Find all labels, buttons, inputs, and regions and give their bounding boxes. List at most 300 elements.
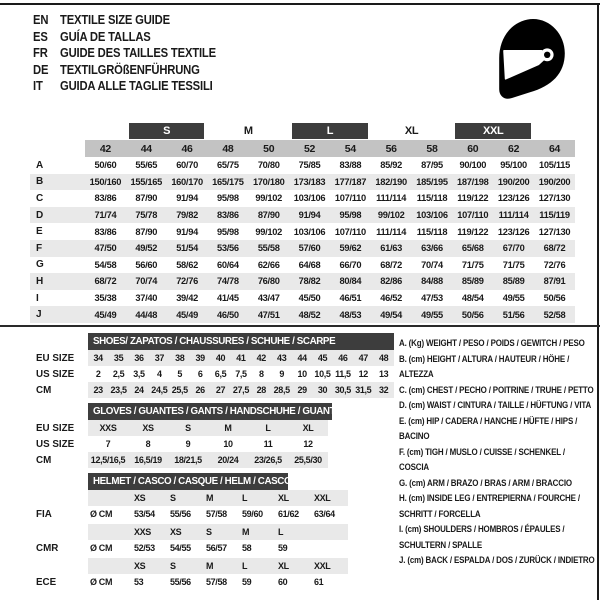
measurement-row bbox=[30, 273, 575, 290]
measurement-value-cell: 87/90 bbox=[135, 226, 158, 237]
measurement-value-cell: 111/114 bbox=[376, 226, 407, 237]
size-value-cell: 10 bbox=[223, 439, 233, 449]
size-row-label: CM bbox=[36, 384, 52, 396]
measurement-value-cell: 54/58 bbox=[94, 259, 117, 270]
helmet-value-cell: 55/56 bbox=[170, 509, 191, 519]
helmet-size-cell: XL bbox=[276, 490, 312, 506]
measurement-value-cell: 115/119 bbox=[534, 207, 575, 224]
numeric-size-cell: 44 bbox=[126, 140, 167, 157]
measurement-value-cell: 87/90 bbox=[135, 193, 158, 204]
helmet-size-cell: M bbox=[204, 490, 240, 506]
numeric-size-cell: 46 bbox=[167, 140, 208, 157]
size-value-cell: 13 bbox=[379, 369, 389, 379]
measurement-value-cell: 62/66 bbox=[257, 259, 280, 270]
language-code: FR bbox=[33, 46, 48, 60]
measurement-row-label: G bbox=[36, 259, 44, 271]
clothing-size-table-wrap bbox=[30, 122, 575, 323]
measurement-row-label: J bbox=[30, 306, 85, 323]
frame-right-border bbox=[597, 3, 599, 600]
measurement-value-cell: 127/130 bbox=[538, 226, 571, 237]
helmet-size-label-row bbox=[30, 558, 348, 574]
helmet-size-cell: S bbox=[168, 558, 204, 574]
measurement-value-cell: 190/200 bbox=[493, 174, 534, 191]
size-value-cell: 7,5 bbox=[235, 369, 247, 379]
legend-item: H. (cm) INSIDE LEG / ENTREPIERNA / FOURCHE / SCHRITT / FORCELLA bbox=[399, 493, 580, 520]
measurement-value-cell: 68/72 bbox=[85, 273, 126, 290]
size-value-cell: 8 bbox=[145, 439, 151, 449]
measurement-value-cell: 150/160 bbox=[85, 174, 126, 191]
helmet-value-row bbox=[30, 574, 348, 590]
measurement-row bbox=[30, 174, 575, 191]
helmet-size-cell: S bbox=[168, 490, 204, 506]
size-value-cell: 25,5/30 bbox=[288, 452, 328, 468]
measurement-row-label: B bbox=[30, 174, 85, 191]
measurement-value-cell: 56/60 bbox=[135, 259, 158, 270]
numeric-size-cell: 42 bbox=[85, 140, 126, 157]
measurement-value-cell: 46/50 bbox=[207, 306, 248, 323]
measurement-value-cell: 99/102 bbox=[255, 226, 283, 237]
numeric-size-cell: 62 bbox=[493, 140, 534, 157]
size-row bbox=[30, 436, 328, 452]
size-group-label: XL bbox=[404, 125, 419, 137]
helmet-size-cell bbox=[312, 524, 348, 540]
helmet-icon bbox=[492, 12, 572, 108]
size-row-label: US SIZE bbox=[36, 368, 75, 380]
measurement-value-cell: 87/95 bbox=[421, 160, 443, 171]
measurement-value-cell: 52/58 bbox=[534, 306, 575, 323]
measurement-row bbox=[30, 223, 575, 240]
measurement-value-cell: 91/94 bbox=[176, 226, 198, 237]
size-value-cell: 28 bbox=[251, 382, 271, 398]
helmet-size-cell: L bbox=[276, 524, 312, 540]
measurement-value-cell: 87/90 bbox=[248, 207, 289, 224]
numeric-size-row bbox=[30, 140, 575, 157]
size-value-cell: 32 bbox=[373, 382, 393, 398]
size-value-cell: 43 bbox=[272, 350, 292, 366]
measurement-row bbox=[30, 240, 575, 257]
measurement-value-cell: 99/102 bbox=[371, 207, 412, 224]
helmet-value-cell: 61 bbox=[314, 577, 324, 587]
measurement-value-cell: 115/118 bbox=[416, 226, 448, 237]
size-value-cell: 42 bbox=[251, 350, 271, 366]
size-row bbox=[30, 350, 394, 366]
language-row bbox=[33, 29, 285, 46]
helmet-value-cell: 57/58 bbox=[206, 509, 227, 519]
measurement-value-cell: 57/60 bbox=[289, 240, 330, 257]
measurement-value-cell: 95/98 bbox=[217, 226, 239, 237]
helmet-value-cell: 57/58 bbox=[206, 577, 227, 587]
size-value-cell: 10 bbox=[297, 369, 307, 379]
size-value-cell: 46 bbox=[333, 350, 353, 366]
helmet-size-cell: XS bbox=[132, 490, 168, 506]
measurement-value-cell: 123/126 bbox=[497, 193, 530, 204]
helmet-value-cell: 60 bbox=[278, 577, 288, 587]
language-row bbox=[33, 12, 285, 29]
helmet-size-section bbox=[30, 473, 348, 590]
size-value-cell: 27,5 bbox=[231, 382, 251, 398]
measurement-value-cell: 45/50 bbox=[298, 293, 321, 304]
measurement-value-cell: 48/52 bbox=[289, 306, 330, 323]
helmet-standard-label: FIA bbox=[36, 508, 52, 520]
measurement-value-cell: 68/72 bbox=[534, 240, 575, 257]
helmet-size-cell: XXL bbox=[312, 490, 348, 506]
size-value-cell: 36 bbox=[129, 350, 149, 366]
measurement-value-cell: 107/110 bbox=[452, 207, 493, 224]
measurement-value-cell: 103/106 bbox=[293, 193, 326, 204]
legend-item: F. (cm) TIGH / MUSLO / CUISSE / SCHENKEL / COSCIA bbox=[399, 446, 565, 473]
size-row-label: CM bbox=[36, 454, 52, 466]
measurement-value-cell: 60/70 bbox=[176, 160, 198, 171]
size-value-cell: 41 bbox=[231, 350, 251, 366]
size-group-label: M bbox=[243, 125, 253, 137]
size-value-cell: 7 bbox=[105, 439, 111, 449]
measurement-row bbox=[30, 157, 575, 174]
measurement-legend bbox=[399, 336, 597, 569]
helmet-value-cell: 59/60 bbox=[242, 509, 263, 519]
language-row bbox=[33, 62, 285, 79]
helmet-unit-spacer bbox=[88, 490, 132, 506]
measurement-value-cell: 50/60 bbox=[94, 160, 117, 171]
size-value-cell: 2 bbox=[95, 369, 101, 379]
shoes-size-table bbox=[30, 350, 394, 398]
measurement-value-cell: 160/170 bbox=[167, 174, 208, 191]
measurement-value-cell: 55/58 bbox=[248, 240, 289, 257]
legend-item: E. (cm) HIP / CADERA / HANCHE / HÜFTE / HIPS / BACINO bbox=[399, 415, 578, 442]
measurement-value-cell: 72/76 bbox=[543, 259, 566, 270]
language-title: TEXTILGRÖßENFÜHRUNG bbox=[60, 62, 200, 77]
size-value-cell: 31,5 bbox=[353, 382, 373, 398]
helmet-value-cell bbox=[312, 540, 348, 556]
measurement-value-cell: 75/85 bbox=[298, 160, 321, 171]
size-value-cell: 28,5 bbox=[272, 382, 292, 398]
measurement-value-cell: 84/88 bbox=[412, 273, 453, 290]
measurement-value-cell: 51/54 bbox=[167, 240, 208, 257]
measurement-value-cell: 49/54 bbox=[371, 306, 412, 323]
size-value-cell: 27 bbox=[210, 382, 230, 398]
measurement-value-cell: 39/42 bbox=[176, 293, 198, 304]
measurement-row-label: D bbox=[30, 207, 85, 224]
size-group-cell bbox=[126, 122, 208, 140]
measurement-value-cell: 37/40 bbox=[135, 293, 158, 304]
helmet-value-row bbox=[30, 540, 348, 556]
size-value-cell: 29 bbox=[292, 382, 312, 398]
size-value-cell: 5 bbox=[177, 369, 183, 379]
measurement-row-label: C bbox=[36, 192, 44, 204]
size-value-cell: 12 bbox=[358, 369, 368, 379]
measurement-value-cell: 74/78 bbox=[207, 273, 248, 290]
measurement-value-cell: 90/100 bbox=[459, 160, 487, 171]
helmet-size-cell: XS bbox=[168, 524, 204, 540]
helmet-value-cell: 59 bbox=[242, 577, 252, 587]
size-value-cell: 34 bbox=[88, 350, 108, 366]
helmet-size-cell: M bbox=[240, 524, 276, 540]
helmet-size-label-row bbox=[30, 524, 348, 540]
helmet-size-cell: S bbox=[204, 524, 240, 540]
size-value-cell: 6 bbox=[197, 369, 203, 379]
size-value-cell: 2,5 bbox=[112, 369, 125, 379]
language-code: ES bbox=[33, 29, 48, 44]
measurement-row bbox=[30, 207, 575, 224]
measurement-value-cell: 47/50 bbox=[85, 240, 126, 257]
size-value-cell: 24 bbox=[129, 382, 149, 398]
measurement-value-cell: 43/47 bbox=[257, 293, 280, 304]
measurement-row-label: F bbox=[30, 240, 85, 257]
size-group-label: XXL bbox=[455, 123, 531, 139]
helmet-value-cell: 63/64 bbox=[314, 509, 335, 519]
measurement-value-cell: 71/75 bbox=[461, 259, 484, 270]
size-group-cell bbox=[534, 122, 575, 140]
measurement-value-cell: 123/126 bbox=[497, 226, 530, 237]
size-row bbox=[30, 382, 394, 398]
measurement-value-cell: 75/78 bbox=[126, 207, 167, 224]
helmet-unit-spacer bbox=[88, 558, 132, 574]
measurement-value-cell: 58/62 bbox=[176, 259, 198, 270]
measurement-value-cell: 85/89 bbox=[493, 273, 534, 290]
measurement-value-cell: 83/86 bbox=[94, 193, 117, 204]
measurement-value-cell: 48/53 bbox=[330, 306, 371, 323]
measurement-value-cell: 71/74 bbox=[85, 207, 126, 224]
size-value-cell: 26 bbox=[190, 382, 210, 398]
size-value-cell: 3,5 bbox=[133, 369, 145, 379]
measurement-value-cell: 177/187 bbox=[330, 174, 371, 191]
measurement-value-cell: 111/114 bbox=[376, 193, 407, 204]
helmet-size-cell: L bbox=[240, 558, 276, 574]
numeric-size-cell: 60 bbox=[452, 140, 493, 157]
size-value-cell: 11 bbox=[263, 439, 273, 449]
measurement-value-cell: 48/54 bbox=[461, 293, 484, 304]
numeric-size-cell: 58 bbox=[412, 140, 453, 157]
size-value-cell: 12,5/16,5 bbox=[88, 452, 128, 468]
size-value-cell: 30 bbox=[312, 382, 332, 398]
measurement-value-cell: 85/89 bbox=[452, 273, 493, 290]
measurement-value-cell: 70/74 bbox=[126, 273, 167, 290]
measurement-value-cell: 72/76 bbox=[167, 273, 208, 290]
helmet-row-spacer bbox=[30, 490, 88, 506]
helmet-value-cell: 52/53 bbox=[134, 543, 155, 553]
size-value-cell: 6,5 bbox=[214, 369, 227, 379]
helmet-value-cell: 61/62 bbox=[278, 509, 299, 519]
size-value-cell: 4 bbox=[157, 369, 162, 379]
measurement-row-label: A bbox=[36, 159, 44, 171]
size-value-cell: L bbox=[248, 420, 288, 436]
measurement-value-cell: 155/165 bbox=[126, 174, 167, 191]
measurement-value-cell: 50/56 bbox=[452, 306, 493, 323]
measurement-value-cell: 47/51 bbox=[248, 306, 289, 323]
helmet-size-cell: M bbox=[204, 558, 240, 574]
legend-item: B. (cm) HEIGHT / ALTURA / HAUTEUR / HÖHE / ALTEZZA bbox=[399, 353, 570, 380]
size-value-cell: 25,5 bbox=[170, 382, 190, 398]
measurement-value-cell: 187/198 bbox=[452, 174, 493, 191]
helmet-size-cell: XS bbox=[132, 558, 168, 574]
measurement-value-cell: 83/86 bbox=[207, 207, 248, 224]
measurement-value-cell: 50/56 bbox=[543, 293, 566, 304]
size-group-cell bbox=[371, 122, 453, 140]
numeric-size-cell: 54 bbox=[330, 140, 371, 157]
measurement-value-cell: 63/66 bbox=[412, 240, 453, 257]
measurement-value-cell: 182/190 bbox=[371, 174, 412, 191]
size-group-row bbox=[30, 122, 575, 140]
measurement-value-cell: 107/110 bbox=[334, 226, 366, 237]
measurement-row bbox=[30, 257, 575, 274]
helmet-value-cell: 53/54 bbox=[134, 509, 155, 519]
measurement-value-cell: 119/122 bbox=[457, 226, 489, 237]
size-value-cell: 23 bbox=[88, 382, 108, 398]
measurement-value-cell: 103/106 bbox=[412, 207, 453, 224]
size-value-cell: 8 bbox=[258, 369, 264, 379]
size-value-cell: 38 bbox=[170, 350, 190, 366]
language-title: GUIDE DES TAILLES TEXTILE bbox=[60, 46, 216, 60]
measurement-value-cell: 82/86 bbox=[371, 273, 412, 290]
size-value-cell: 10,5 bbox=[314, 369, 331, 379]
helmet-unit-label: Ø CM bbox=[90, 543, 113, 553]
helmet-unit-label: Ø CM bbox=[90, 509, 113, 519]
helmet-row-spacer bbox=[30, 558, 88, 574]
language-row bbox=[33, 78, 285, 95]
helmet-value-cell: 59 bbox=[278, 543, 288, 553]
helmet-standard-label: CMR bbox=[36, 542, 59, 554]
measurement-value-cell: 68/72 bbox=[380, 259, 403, 270]
measurement-value-cell: 45/49 bbox=[85, 306, 126, 323]
measurement-value-cell: 95/100 bbox=[500, 160, 527, 171]
measurement-value-cell: 91/94 bbox=[176, 193, 198, 204]
frame-top-border bbox=[0, 3, 600, 5]
size-row-label: EU SIZE bbox=[36, 422, 75, 434]
size-value-cell: 35 bbox=[108, 350, 128, 366]
language-title: TEXTILE SIZE GUIDE bbox=[60, 13, 170, 27]
language-code: IT bbox=[33, 79, 43, 93]
measurement-value-cell: 47/53 bbox=[421, 293, 443, 304]
size-value-cell: 48 bbox=[373, 350, 393, 366]
measurement-value-cell: 46/52 bbox=[380, 293, 403, 304]
measurement-value-cell: 103/106 bbox=[293, 226, 326, 237]
measurement-value-cell: 76/80 bbox=[248, 273, 289, 290]
size-group-cell bbox=[452, 122, 534, 140]
size-value-cell: 39 bbox=[190, 350, 210, 366]
measurement-value-cell: 190/200 bbox=[534, 174, 575, 191]
size-value-cell: 37 bbox=[149, 350, 169, 366]
measurement-value-cell: 61/63 bbox=[371, 240, 412, 257]
helmet-value-cell: 53 bbox=[134, 577, 144, 587]
size-row bbox=[30, 420, 328, 436]
size-value-cell: XS bbox=[128, 420, 168, 436]
measurement-value-cell: 85/92 bbox=[380, 160, 403, 171]
numeric-size-cell: 52 bbox=[289, 140, 330, 157]
measurement-row bbox=[30, 190, 575, 207]
corner-cell bbox=[30, 122, 85, 140]
measurement-value-cell: 95/98 bbox=[217, 193, 239, 204]
measurement-value-cell: 170/180 bbox=[248, 174, 289, 191]
measurement-value-cell: 55/65 bbox=[135, 160, 158, 171]
measurement-value-cell: 67/70 bbox=[493, 240, 534, 257]
measurement-value-cell: 78/82 bbox=[289, 273, 330, 290]
size-group-cell bbox=[207, 122, 289, 140]
measurement-value-cell: 44/48 bbox=[126, 306, 167, 323]
legend-item: D. (cm) WAIST / CINTURA / TAILLE / HÜFTUNG / VITA bbox=[399, 400, 592, 411]
legend-item: I. (cm) SHOULDERS / HOMBROS / ÉPAULES / SCHULTERN / SPALLE bbox=[399, 524, 565, 551]
gloves-size-section bbox=[30, 403, 338, 468]
size-value-cell: 44 bbox=[292, 350, 312, 366]
helmet-value-cell: 54/55 bbox=[170, 543, 191, 553]
size-group-cell bbox=[289, 122, 371, 140]
size-value-cell: M bbox=[208, 420, 248, 436]
size-value-cell: S bbox=[168, 420, 208, 436]
size-value-cell: 9 bbox=[185, 439, 191, 449]
size-value-cell: 47 bbox=[353, 350, 373, 366]
measurement-value-cell: 70/80 bbox=[257, 160, 280, 171]
measurement-value-cell: 66/70 bbox=[339, 259, 362, 270]
measurement-value-cell: 173/183 bbox=[289, 174, 330, 191]
helmet-size-cell: XXS bbox=[132, 524, 168, 540]
size-value-cell: XXS bbox=[88, 420, 128, 436]
helmet-row-spacer bbox=[30, 524, 88, 540]
measurement-value-cell: 107/110 bbox=[334, 193, 366, 204]
helmet-size-cell: L bbox=[240, 490, 276, 506]
clothing-size-table bbox=[30, 122, 575, 323]
helmet-table-title: HELMET / CASCO / CASQUE / HELM / CASCO bbox=[88, 473, 288, 490]
size-value-cell: 16,5/19 bbox=[128, 452, 168, 468]
measurement-row bbox=[30, 290, 575, 307]
size-group-cell bbox=[85, 122, 126, 140]
size-value-cell: 23,5 bbox=[108, 382, 128, 398]
helmet-unit-label: Ø CM bbox=[90, 577, 113, 587]
size-value-cell: 11,5 bbox=[335, 369, 351, 379]
language-title-list bbox=[33, 12, 285, 95]
measurement-value-cell: 119/122 bbox=[457, 193, 489, 204]
measurement-value-cell: 127/130 bbox=[538, 193, 571, 204]
measurement-value-cell: 79/82 bbox=[167, 207, 208, 224]
measurement-value-cell: 35/38 bbox=[94, 293, 117, 304]
measurement-value-cell: 115/118 bbox=[416, 193, 448, 204]
measurement-value-cell: 41/45 bbox=[217, 293, 239, 304]
helmet-unit-spacer bbox=[88, 524, 132, 540]
measurement-value-cell: 46/51 bbox=[339, 293, 362, 304]
helmet-value-cell: 56/57 bbox=[206, 543, 227, 553]
measurement-value-cell: 185/195 bbox=[412, 174, 453, 191]
measurement-value-cell: 59/62 bbox=[330, 240, 371, 257]
helmet-value-cell: 58 bbox=[242, 543, 252, 553]
measurement-value-cell: 70/74 bbox=[421, 259, 443, 270]
helmet-size-cell: XXL bbox=[312, 558, 348, 574]
numeric-size-cell: 64 bbox=[534, 140, 575, 157]
size-group-label: L bbox=[292, 123, 368, 139]
language-title: GUIDA ALLE TAGLIE TESSILI bbox=[60, 79, 213, 93]
legend-item: A. (Kg) WEIGHT / PESO / POIDS / GEWITCH / PESO bbox=[399, 338, 585, 349]
measurement-row-label: E bbox=[36, 226, 43, 238]
section-divider bbox=[0, 325, 600, 327]
language-code: DE bbox=[33, 62, 49, 77]
measurement-value-cell: 83/88 bbox=[339, 160, 362, 171]
size-value-cell: 45 bbox=[312, 350, 332, 366]
measurement-value-cell: 71/75 bbox=[502, 259, 525, 270]
size-value-cell: 12 bbox=[303, 439, 313, 449]
numeric-size-cell: 48 bbox=[207, 140, 248, 157]
measurement-value-cell: 99/102 bbox=[255, 193, 283, 204]
size-value-cell: 9 bbox=[279, 369, 285, 379]
size-group-label: S bbox=[129, 123, 205, 139]
legend-item: J. (cm) BACK / ESPALDA / DOS / ZURÜCK / INDIETRO bbox=[399, 555, 595, 566]
measurement-value-cell: 91/94 bbox=[289, 207, 330, 224]
size-value-cell: 40 bbox=[210, 350, 230, 366]
measurement-value-cell: 105/115 bbox=[539, 160, 570, 171]
measurement-value-cell: 87/91 bbox=[534, 273, 575, 290]
measurement-value-cell: 60/64 bbox=[217, 259, 239, 270]
language-code: EN bbox=[33, 13, 49, 27]
size-row bbox=[30, 452, 328, 468]
numeric-size-cell: 56 bbox=[371, 140, 412, 157]
measurement-value-cell: 83/86 bbox=[94, 226, 117, 237]
helmet-value-cell: 55/56 bbox=[170, 577, 191, 587]
helmet-size-table bbox=[30, 490, 348, 590]
